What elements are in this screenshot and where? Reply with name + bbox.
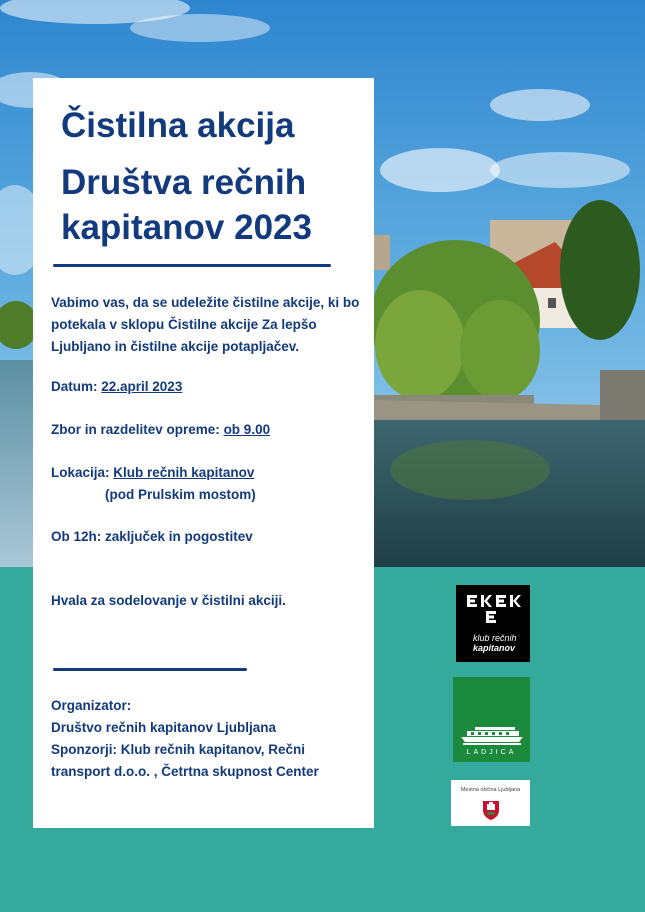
poster-title-line-1: Čistilna akcija bbox=[61, 106, 295, 145]
location-label: Lokacija: bbox=[51, 465, 110, 480]
gathering-row bbox=[51, 419, 270, 441]
klub-logo-mark-icon bbox=[456, 585, 530, 625]
klub-logo-text-2: kapitanov bbox=[473, 643, 516, 653]
organizer-name: Društvo rečnih kapitanov Ljubljana bbox=[51, 720, 277, 735]
poster-card bbox=[33, 78, 374, 828]
boat-icon bbox=[453, 677, 530, 747]
mol-logo-text: Mestna občina Ljubljana bbox=[460, 787, 521, 793]
location-value: Klub rečnih kapitanov bbox=[113, 465, 255, 480]
mestna-obcina-ljubljana-logo bbox=[451, 780, 530, 826]
thanks-line: Hvala za sodelovanje v čistilni akciji. bbox=[51, 593, 286, 608]
footer-divider bbox=[53, 668, 247, 671]
gathering-value: ob 9.00 bbox=[223, 422, 271, 437]
klub-logo-text-1: klub rečnih bbox=[473, 633, 517, 643]
gathering-label: Zbor in razdelitev opreme: bbox=[51, 422, 220, 437]
date-row bbox=[51, 376, 182, 398]
intro-line-3: Ljubljano in čistilne akcije potapljačev. bbox=[51, 339, 300, 354]
sponsors-line-1: Sponzorji: Klub rečnih kapitanov, Rečni bbox=[51, 742, 306, 757]
title-divider bbox=[53, 264, 331, 267]
date-value: 22.april 2023 bbox=[101, 379, 183, 394]
ljubljana-crest-icon bbox=[481, 799, 501, 821]
date-label: Datum: bbox=[51, 379, 98, 394]
ladjica-logo-text: LADJICA bbox=[466, 749, 517, 756]
location-row bbox=[51, 462, 254, 484]
ladjica-logo bbox=[453, 677, 530, 762]
intro-line-1: Vabimo vas, da se udeležite čistilne akcije, ki bo bbox=[51, 295, 360, 310]
poster-title-line-3: kapitanov 2023 bbox=[61, 208, 312, 247]
organizer-label: Organizator: bbox=[51, 698, 132, 713]
intro-line-2: potekala v sklopu Čistilne akcije Za lepšo bbox=[51, 317, 317, 332]
klub-recnih-kapitanov-logo bbox=[456, 585, 530, 662]
closing-line: Ob 12h: zaključek in pogostitev bbox=[51, 529, 253, 544]
poster-title-line-2: Društva rečnih bbox=[61, 163, 307, 202]
location-note: (pod Prulskim mostom) bbox=[105, 487, 256, 502]
sponsors-line-2: transport d.o.o. , Četrtna skupnost Center bbox=[51, 764, 319, 779]
